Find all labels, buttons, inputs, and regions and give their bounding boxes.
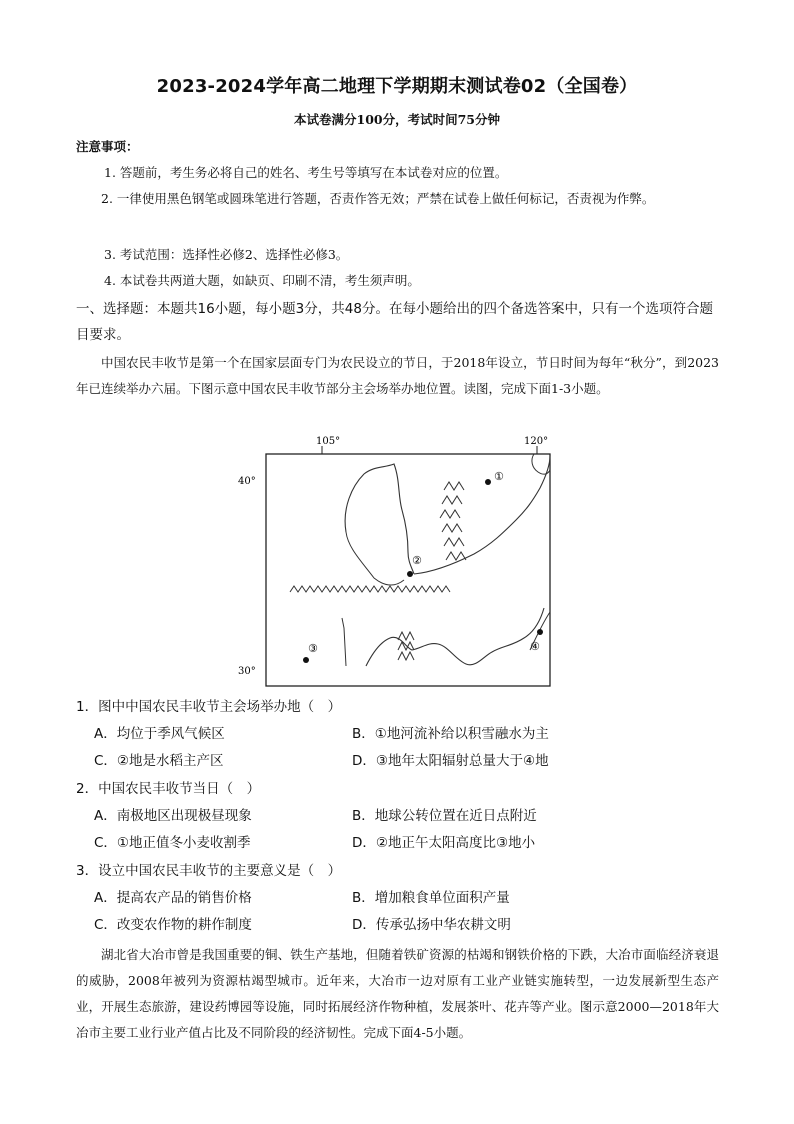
question-2-option-b[interactable]: B．地球公转位置在近日点附近 [352, 808, 537, 824]
notice-item-1: 1. 答题前，考生务必将自己的姓名、考生号等填写在本试卷对应的位置。 [104, 165, 508, 180]
site-1-dot [485, 479, 491, 485]
river-upper [342, 618, 346, 666]
question-1-option-a[interactable]: A．均位于季风气候区 [94, 726, 225, 742]
coast-north [414, 456, 550, 574]
question-2-option-c[interactable]: C．①地正值冬小麦收割季 [94, 835, 251, 851]
lon-label-120: 120° [524, 436, 549, 447]
notice-item-4: 4. 本试卷共两道大题，如缺页、印刷不清，考生须声明。 [104, 273, 420, 288]
section-heading: 一、选择题：本题共16小题，每小题3分，共48分。在每小题给出的四个备选答案中，只有一个选项符合题目要求。 [76, 301, 713, 343]
taihang-mountains [440, 482, 466, 560]
question-3-option-a[interactable]: A．提高农产品的销售价格 [94, 890, 252, 906]
question-3-option-b[interactable]: B．增加粮食单位面积产量 [352, 890, 510, 906]
lat-label-40: 40° [238, 476, 256, 487]
question-2-option-a[interactable]: A．南极地区出现极昼现象 [94, 808, 252, 824]
site-3-label: ③ [308, 642, 318, 655]
passage-1: 中国农民丰收节是第一个在国家层面专门为农民设立的节日，于2018年设立，节日时间为每年“秋分”，到2023年已连续举办六届。下图示意中国农民丰收节部分主会场举办地位置。读图，完成下面1-3小题。 [76, 355, 719, 396]
site-4-dot [537, 629, 543, 635]
festival-site-map [234, 428, 564, 690]
question-3-option-d[interactable]: D．传承弘扬中华农耕文明 [352, 917, 511, 933]
question-2-stem: 2．中国农民丰收节当日（ ） [76, 781, 261, 797]
question-1-stem: 1．图中中国农民丰收节主会场举办地（ ） [76, 699, 342, 715]
question-1-option-d[interactable]: D．③地年太阳辐射总量大于④地 [352, 753, 549, 769]
yellow-river [345, 464, 414, 574]
passage-2: 湖北省大冶市曾是我国重要的铜、铁生产基地，但随着铁矿资源的枯竭和钢铁价格的下跌，大冶市面临经济衰退的威胁，2008年被列为资源枯竭型城市。近年来，大冶市一边对原有工业产业链实施转型，一边发展新型生态产业，开展生态旅游，建设药博园等设施，同时拓展经济作物种植，发展茶叶、花卉等产业。图示意2000—2018年大冶市主要工业行业产值占比及不同阶段的经济韧性。完成下面4-5小题。 [76, 947, 719, 1040]
qinling-mountains [290, 586, 450, 592]
question-2-option-d[interactable]: D．②地正午太阳高度比③地小 [352, 835, 536, 851]
site-4-label: ④ [530, 640, 540, 653]
site-3-dot [303, 657, 309, 663]
question-1-option-c[interactable]: C．②地是水稻主产区 [94, 753, 224, 769]
question-3-option-c[interactable]: C．改变农作物的耕作制度 [94, 917, 252, 933]
lat-label-30: 30° [238, 666, 256, 677]
lon-label-105: 105° [316, 436, 341, 447]
site-1-label: ① [494, 470, 504, 483]
page-subtitle: 本试卷满分100分，考试时间75分钟 [294, 112, 500, 127]
question-3-stem: 3．设立中国农民丰收节的主要意义是（ ） [76, 863, 342, 879]
page-title: 2023-2024学年高二地理下学期期末测试卷02（全国卷） [156, 76, 638, 97]
notice-item-2: 2. 一律使用黑色钢笔或圆珠笔进行答题，否责作答无效；严禁在试卷上做任何标记，否责视为作弊。 [101, 191, 655, 206]
site-2-label: ② [412, 554, 422, 567]
site-2-dot [407, 571, 413, 577]
notice-item-3: 3. 考试范围：选择性必修2、选择性必修3。 [104, 247, 349, 262]
yangtze-river [366, 608, 544, 666]
notice-heading: 注意事项： [76, 139, 139, 154]
question-1-option-b[interactable]: B．①地河流补给以积雪融水为主 [352, 726, 549, 742]
yellow-river-west [346, 532, 404, 585]
